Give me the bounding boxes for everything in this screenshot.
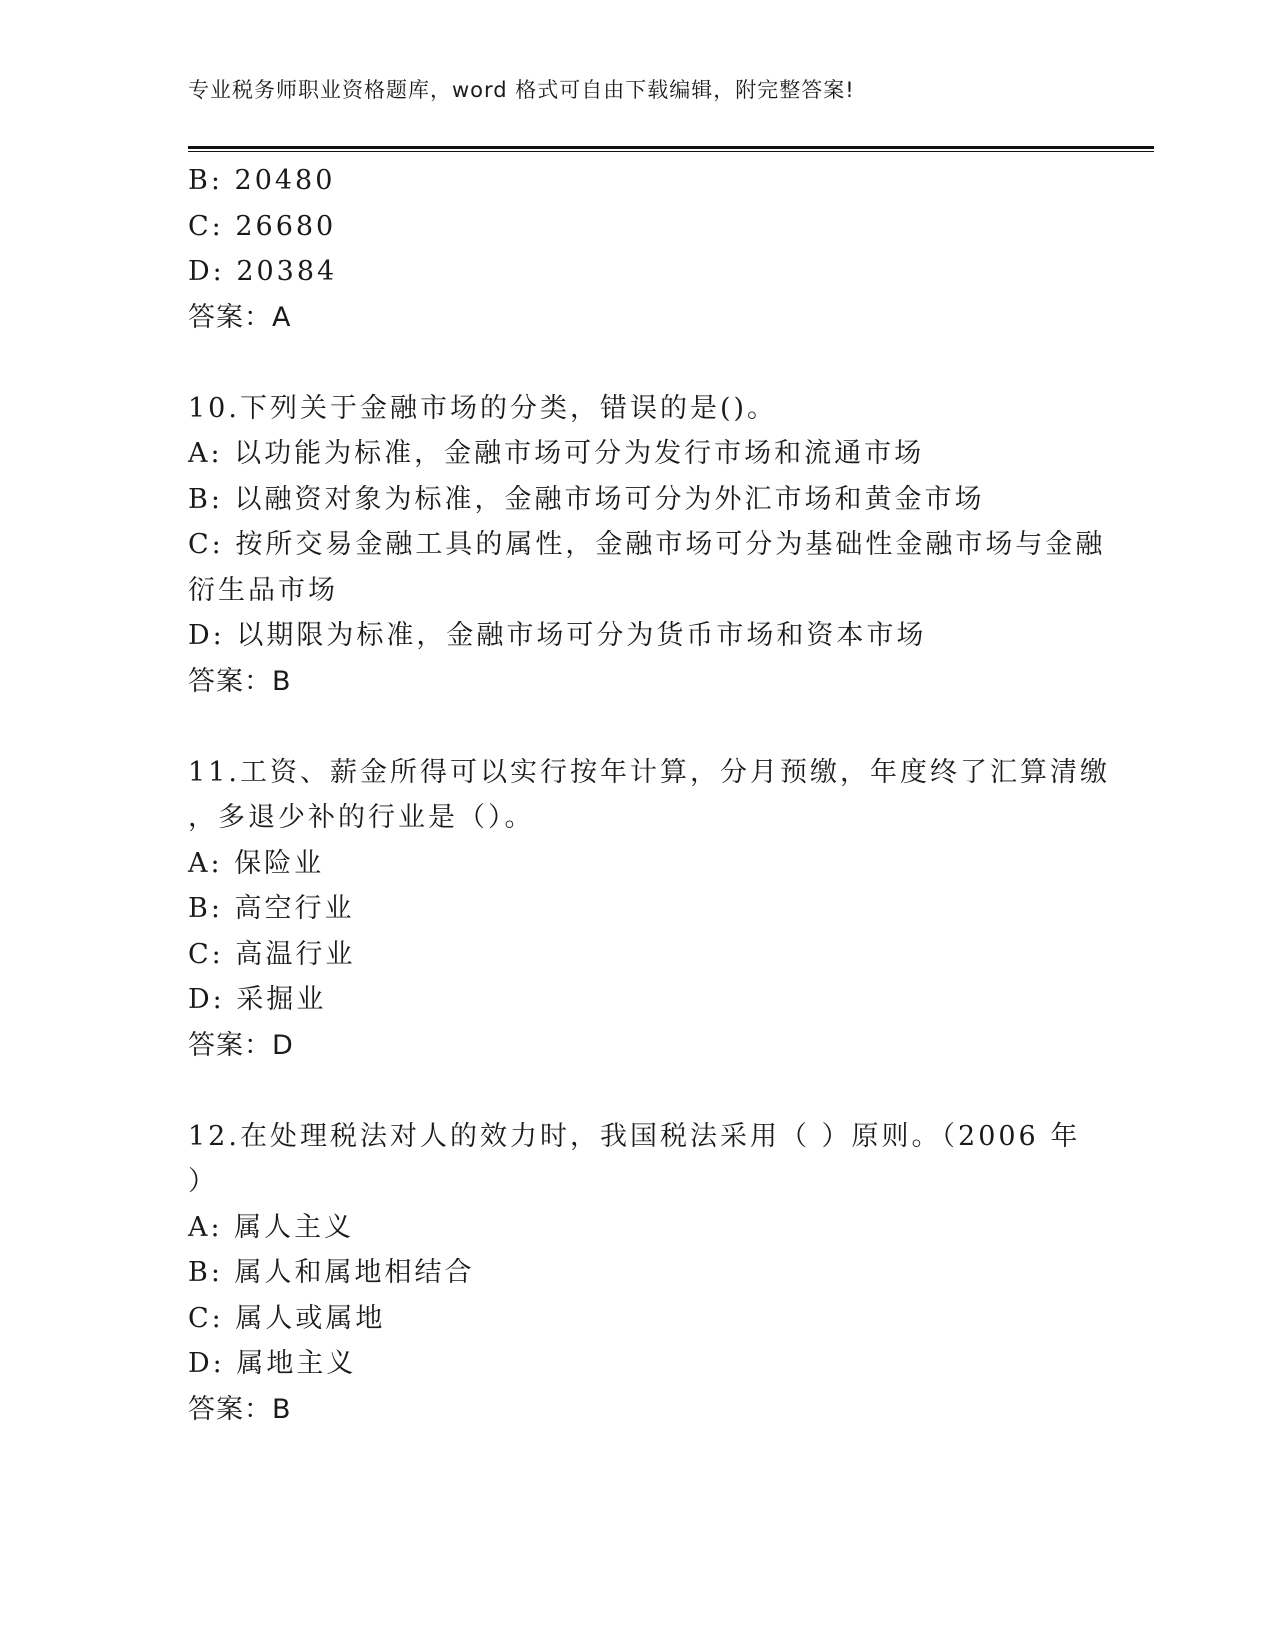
- question-list: [188, 158, 1110, 1432]
- q10-stem: 10.下列关于金融市场的分类，错误的是()。: [188, 392, 778, 424]
- q11-option-d: D: 采掘业: [188, 984, 327, 1015]
- q11-option-c: C: 高温行业: [188, 938, 356, 970]
- spacer: [188, 704, 1088, 750]
- q10-option-b: B: 以融资对象为标准，金融市场可分为外汇市场和黄金市场: [188, 483, 985, 515]
- q9-option-b: B: 20480: [188, 165, 336, 196]
- header-divider: [188, 146, 1154, 152]
- q9-option-d: D: 20384: [188, 256, 338, 287]
- q12-answer: 答案：B: [188, 1393, 292, 1425]
- q12-option-a: A: 属人主义: [188, 1211, 355, 1243]
- q9-answer: 答案：A: [188, 301, 292, 333]
- q12-option-c: C: 属人或属地: [188, 1302, 386, 1334]
- q12-stem: 12.在处理税法对人的效力时，我国税法采用（ ）原则。（2006 年: [188, 1120, 1081, 1152]
- q11-answer: 答案：D: [188, 1029, 294, 1061]
- q10-answer: 答案：B: [188, 665, 292, 697]
- q11-stem-cont: ，多退少补的行业是（）。: [188, 802, 535, 833]
- q12-option-b: B: 属人和属地相结合: [188, 1257, 475, 1288]
- q10-option-c-cont: 衍生品市场: [188, 574, 338, 606]
- q11-option-b: B: 高空行业: [188, 893, 355, 924]
- q11-option-a: A: 保险业: [188, 847, 325, 879]
- page-header: 专业税务师职业资格题库，word 格式可自由下载编辑，附完整答案!: [188, 78, 855, 102]
- q12-stem-cont: ）: [188, 1166, 218, 1197]
- q9-option-c: C: 26680: [188, 210, 337, 242]
- q10-option-a: A: 以功能为标准，金融市场可分为发行市场和流通市场: [188, 438, 925, 469]
- q12-option-d: D: 属地主义: [188, 1348, 357, 1379]
- q11-stem: 11.工资、薪金所得可以实行按年计算，分月预缴，年度终了汇算清缴: [188, 756, 1110, 788]
- spacer: [188, 340, 1088, 386]
- q10-option-c: C: 按所交易金融工具的属性，金融市场可分为基础性金融市场与金融: [188, 529, 1106, 560]
- q10-option-d: D: 以期限为标准，金融市场可分为货币市场和资本市场: [188, 620, 927, 651]
- spacer: [188, 1068, 1088, 1114]
